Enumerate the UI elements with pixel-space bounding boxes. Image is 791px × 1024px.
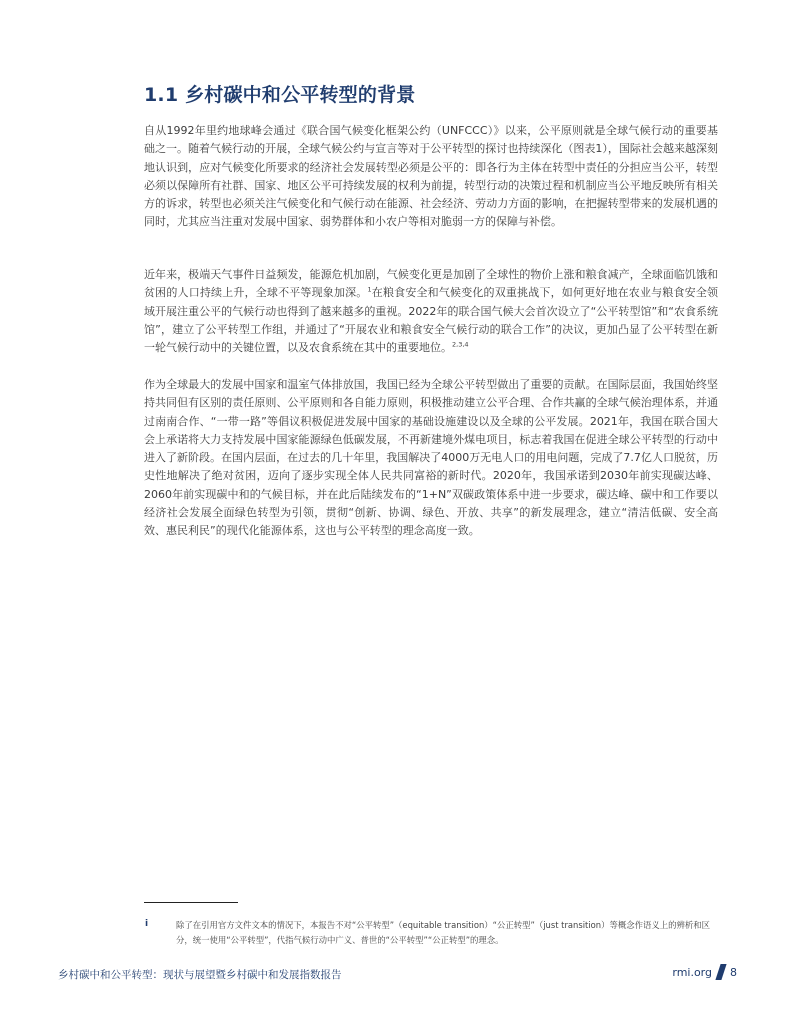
footnote-marker: i — [145, 919, 149, 929]
slash-icon — [715, 964, 726, 980]
footer-site-link[interactable]: rmi.org — [672, 965, 712, 979]
paragraph-china-contribution: 作为全球最大的发展中国家和温室气体排放国，我国已经为全球公平转型做出了重要的贡献。在国际层面，我国始终坚持共同但有区别的责任原则、公平原则和各自能力原则，积极推动建立公平合理、合作共赢的全球气候治理体系，并通过南南合作、“一带一路”等倡议积极促进发展中国家的基础设施建设以及全球的公平发展。2021年，我国在联合国大会上承诺将大力支持发展中国家能源绿色低碳发展，不再新建境外煤电项目，标志着我国在促进全球公平转型的行动中进入了新阶段。在国内层面，在过去的几十年里，我国解决了4000万无电人口的用电问题，完成了7.7亿人口脱贫，历史性地解决了绝对贫困，迈向了逐步实现全体人民共同富裕的新时代。2020年，我国承诺到2030年前实现碳达峰、2060年前实现碳中和的气候目标，并在此后陆续发布的“1+N”双碳政策体系中进一步要求，碳达峰、碳中和工作要以经济社会发展全面绿色转型为引领，贯彻“创新、协调、绿色、开放、共享”的新发展理念，建立“清洁低碳、安全高效、惠民利民”的现代化能源体系，这也与公平转型的理念高度一致。 — [144, 378, 718, 538]
citation-mark[interactable]: 2,3,4 — [452, 340, 469, 349]
footnote-divider — [144, 902, 238, 903]
paragraph-recent-years — [144, 266, 718, 357]
footer-right — [672, 964, 737, 980]
paragraph-background: 自从1992年里约地球峰会通过《联合国气候变化框架公约（UNFCCC）》以来，公平原则就是全球气候行动的重要基础之一。随着气候行动的开展，全球气候公约与宣言等对于公平转型的探讨也持续深化（图表1），国际社会越来越深刻地认识到，应对气候变化所要求的经济社会发展转型必须是公平的：即各行为主体在转型中责任的分担应当公平，转型必须以保障所有社群、国家、地区公平可持续发展的权利为前提，转型行动的决策过程和机制应当公平地反映所有相关方的诉求，转型也必须关注气候变化和气候行动在能源、社会经济、劳动力方面的影响，在把握转型带来的发展机遇的同时，尤其应当注重对发展中国家、弱势群体和小农户等相对脆弱一方的保障与补偿。 — [144, 124, 718, 229]
section-title: 1.1 乡村碳中和公平转型的背景 — [144, 84, 416, 106]
citation-mark[interactable]: 1 — [367, 285, 372, 294]
footer-report-title: 乡村碳中和公平转型：现状与展望暨乡村碳中和发展指数报告 — [58, 969, 342, 981]
page-number: 8 — [730, 965, 737, 979]
paragraph-text: 在粮食安全和气候变化的双重挑战下，如何更好地在农业与粮食安全领域开展注重公平的气候行动也得到了越来越多的重视。2022年的联合国气候大会首次设立了“公平转型馆”和“农食系统馆”，建立了公平转型工作组，并通过了“开展农业和粮食安全气候行动的联合工作”的决议，更加凸显了公平转型在新一轮气候行动中的关键位置，以及农食系统在其中的重要地位。 — [144, 286, 719, 355]
paragraph-text: 近年来，极端天气事件日益频发，能源危机加剧，气候变化更是加剧了全球性的物价上涨和粮食减产，全球面临饥饿和贫困的人口持续上升，全球不平等现象加深。 — [144, 268, 718, 300]
footnote-text: 除了在引用官方文件文本的情况下，本报告不对“公平转型”（equitable transition）“公正转型”（just transition）等概念作语义上的辨析和区分，统一使用“公平转型”，代指气候行动中广义、普世的“公平转型”“公正转型”的理念。 — [176, 920, 710, 945]
